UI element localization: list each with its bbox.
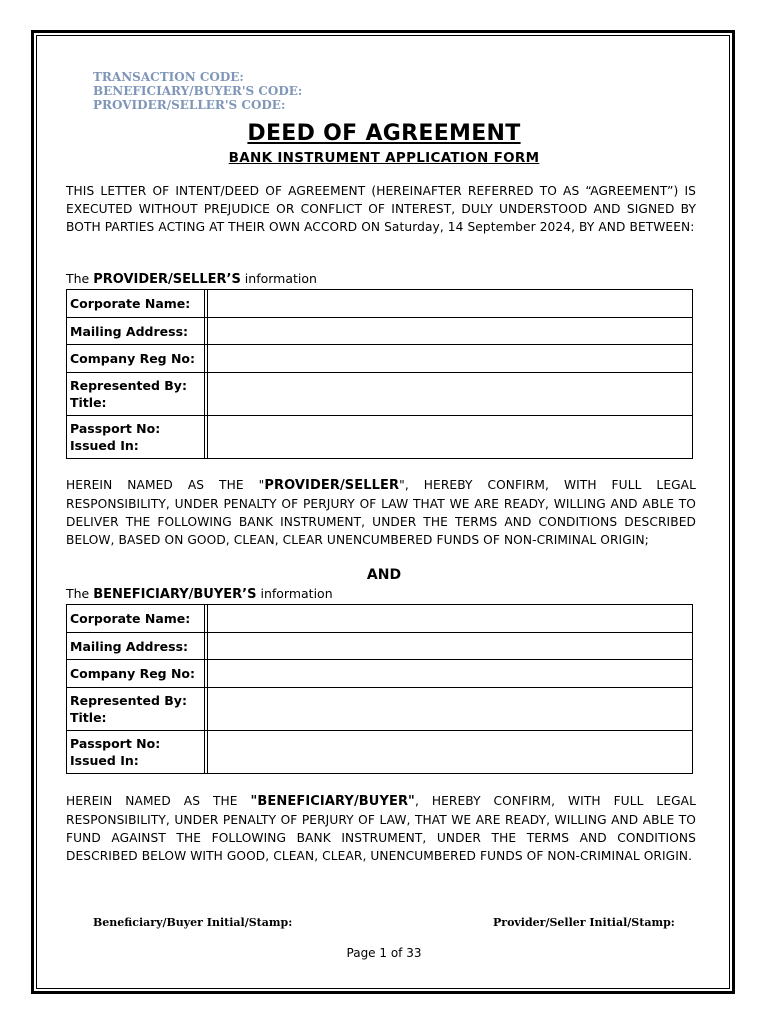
beneficiary-statement-suffix: , HEREBY CONFIRM, WITH FULL LEGAL RESPONSIBILITY, UNDER PENALTY OF PERJURY OF LAW, THAT WE ARE READY, WILLING AND ABLE TO FUND AGAINST THE FOLLOWING BANK INSTRUMENT, UNDER THE TERMS AND CONDITIONS DESCRIBED BELOW WITH GOOD, CLEAN, CLEAR, UNENCUMBERED FUNDS OF NON-CRIMINAL ORIGIN. (66, 794, 696, 863)
row-label: Passport No: (70, 421, 161, 436)
intro-paragraph: THIS LETTER OF INTENT/DEED OF AGREEMENT (HEREINAFTER REFERRED TO AS “AGREEMENT”) IS EXECUTED WITHOUT PREJUDICE OR CONFLICT OF INTEREST, DULY UNDERSTOOD AND SIGNED BY BOTH PARTIES ACTING AT THEIR OWN ACCORD ON Saturday, 14 September 2024, BY AND BETWEEN: (66, 184, 696, 234)
table-label-cell (67, 290, 205, 318)
beneficiary-code-label: BENEFICIARY/BUYER'S CODE: (93, 84, 303, 98)
beneficiary-stamp-label: Beneficiary/Buyer Initial/Stamp: (93, 916, 293, 929)
table-row (67, 688, 693, 731)
beneficiary-section-label (66, 585, 333, 604)
beneficiary-passport-field[interactable] (208, 731, 693, 774)
provider-label-suffix: information (244, 271, 317, 286)
table-row (67, 731, 693, 774)
document-title: DEED OF AGREEMENT (247, 121, 521, 146)
table-row (67, 633, 693, 660)
row-label: Corporate Name: (70, 296, 191, 311)
provider-statement (66, 476, 696, 549)
table-label-cell (67, 633, 205, 660)
beneficiary-label-suffix: information (260, 586, 333, 601)
beneficiary-info-table (66, 604, 693, 774)
beneficiary-corporate-name-field[interactable] (208, 605, 693, 633)
beneficiary-label-prefix: The (66, 586, 90, 601)
beneficiary-represented-by-field[interactable] (208, 688, 693, 731)
transaction-code-label: TRANSACTION CODE: (93, 70, 244, 84)
provider-passport-field[interactable] (208, 416, 693, 459)
row-label: Mailing Address: (70, 638, 189, 654)
table-row (67, 373, 693, 416)
row-label-secondary: Title: (70, 710, 107, 725)
provider-statement-suffix: ", HEREBY CONFIRM, WITH FULL LEGAL RESPONSIBILITY, UNDER PENALTY OF PERJURY OF LAW THAT WE ARE READY, WILLING AND ABLE TO DELIVER THE FOLLOWING BANK INSTRUMENT, UNDER THE TERMS AND CONDITIONS DESCRIBED BELOW, BASED ON GOOD, CLEAN, CLEAR UNENCUMBERED FUNDS OF NON-CRIMINAL ORIGIN; (66, 478, 696, 547)
provider-stamp-label: Provider/Seller Initial/Stamp: (493, 916, 675, 929)
table-label-cell (67, 318, 205, 345)
row-label-secondary: Issued In: (70, 438, 139, 453)
provider-statement-party: PROVIDER/SELLER (264, 478, 400, 493)
beneficiary-statement (66, 792, 696, 865)
row-label: Company Reg No: (70, 666, 196, 681)
provider-label-prefix: The (66, 271, 90, 286)
table-row (67, 416, 693, 459)
table-label-cell (67, 731, 205, 774)
table-label-cell (67, 416, 205, 459)
table-row (67, 660, 693, 688)
row-label: Represented By: (70, 693, 187, 708)
beneficiary-statement-party: "BENEFICIARY/BUYER" (250, 794, 415, 809)
and-separator: AND (366, 567, 402, 583)
beneficiary-company-reg-field[interactable] (208, 660, 693, 688)
provider-statement-prefix: HEREIN NAMED AS THE " (66, 478, 265, 492)
row-label: Passport No: (70, 736, 161, 751)
table-label-cell (67, 688, 205, 731)
table-label-cell (67, 373, 205, 416)
row-label: Represented By: (70, 378, 187, 393)
page-number: Page 1 of 33 (346, 946, 422, 960)
row-label-secondary: Issued In: (70, 753, 139, 768)
beneficiary-label-party: BENEFICIARY/BUYER’S (93, 587, 257, 602)
provider-label-party: PROVIDER/SELLER’S (93, 272, 241, 287)
table-label-cell (67, 345, 205, 373)
table-label-cell (67, 605, 205, 633)
row-label: Company Reg No: (70, 351, 196, 366)
provider-info-table (66, 289, 693, 459)
provider-company-reg-field[interactable] (208, 345, 693, 373)
document-subtitle: BANK INSTRUMENT APPLICATION FORM (228, 150, 540, 166)
row-label-secondary: Title: (70, 395, 107, 410)
provider-corporate-name-field[interactable] (208, 290, 693, 318)
codes-block (93, 70, 302, 112)
provider-mailing-address-field[interactable] (208, 318, 693, 345)
table-row (67, 605, 693, 633)
table-row (67, 290, 693, 318)
row-label: Corporate Name: (70, 611, 191, 626)
beneficiary-statement-prefix: HEREIN NAMED AS THE (66, 794, 251, 808)
provider-represented-by-field[interactable] (208, 373, 693, 416)
row-label: Mailing Address: (70, 323, 189, 339)
provider-code-label: PROVIDER/SELLER'S CODE: (93, 98, 286, 112)
beneficiary-mailing-address-field[interactable] (208, 633, 693, 660)
table-row (67, 318, 693, 345)
provider-section-label (66, 270, 317, 289)
table-row (67, 345, 693, 373)
table-label-cell (67, 660, 205, 688)
